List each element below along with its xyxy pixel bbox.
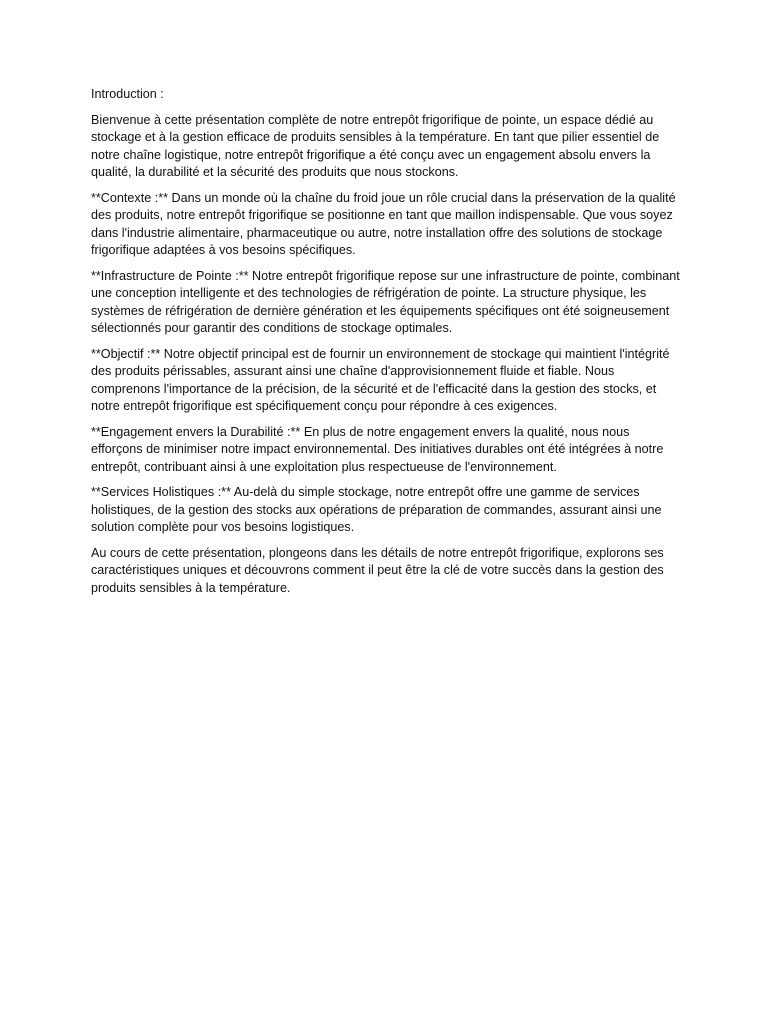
document-body xyxy=(91,86,681,605)
paragraph-objectif: **Objectif :** Notre objectif principal est de fournir un environnement de stockage qui maintient l'intégrité des produits périssables, assurant ainsi une chaîne d'approvisionnement fluide et fiable. Nous comprenons l'importance de la précision, de la sécurité et de l'efficacité dans la gestion des stocks, et notre entrepôt frigorifique est spécifiquement conçu pour répondre à ces exigences. xyxy=(91,346,670,413)
paragraph-welcome: Bienvenue à cette présentation complète de notre entrepôt frigorifique de pointe, un espace dédié au stockage et à la gestion efficace de produits sensibles à la température. En tant que pilier essentiel de notre chaîne logistique, notre entrepôt frigorifique a été conçu avec un engagement absolu envers la qualité, la durabilité et la sécurité des produits que nous stockons. xyxy=(91,112,660,179)
paragraph-durabilite: **Engagement envers la Durabilité :** En plus de notre engagement envers la qualité, nous nous efforçons de minimiser notre impact environnemental. Des initiatives durables ont été intégrées à notre entrepôt, contribuant ainsi à une exploitation plus respectueuse de l'environnement. xyxy=(91,424,664,474)
section-heading: Introduction : xyxy=(91,87,164,101)
paragraph-infrastructure: **Infrastructure de Pointe :** Notre entrepôt frigorifique repose sur une infrastructure de pointe, combinant une conception intelligente et des technologies de réfrigération de pointe. La structure physique, les systèmes de réfrigération de dernière génération et les équipements spécifiques ont été soigneusement sélectionnés pour garantir des conditions de stockage optimales. xyxy=(91,268,680,335)
paragraph-contexte: **Contexte :** Dans un monde où la chaîne du froid joue un rôle crucial dans la préservation de la qualité des produits, notre entrepôt frigorifique se positionne en tant que maillon indispensable. Que vous soyez dans l'industrie alimentaire, pharmaceutique ou autre, notre installation offre des solutions de stockage frigorifique adaptées à vos besoins spécifiques. xyxy=(91,190,676,257)
paragraph-services: **Services Holistiques :** Au-delà du simple stockage, notre entrepôt offre une gamme de services holistiques, de la gestion des stocks aux opérations de préparation de commandes, assurant ainsi une solution complète pour vos besoins logistiques. xyxy=(91,485,662,534)
paragraph-conclusion: Au cours de cette présentation, plongeons dans les détails de notre entrepôt frigorifique, explorons ses caractéristiques uniques et découvrons comment il peut être la clé de votre succès dans la gestion des produits sensibles à la température. xyxy=(91,545,664,595)
